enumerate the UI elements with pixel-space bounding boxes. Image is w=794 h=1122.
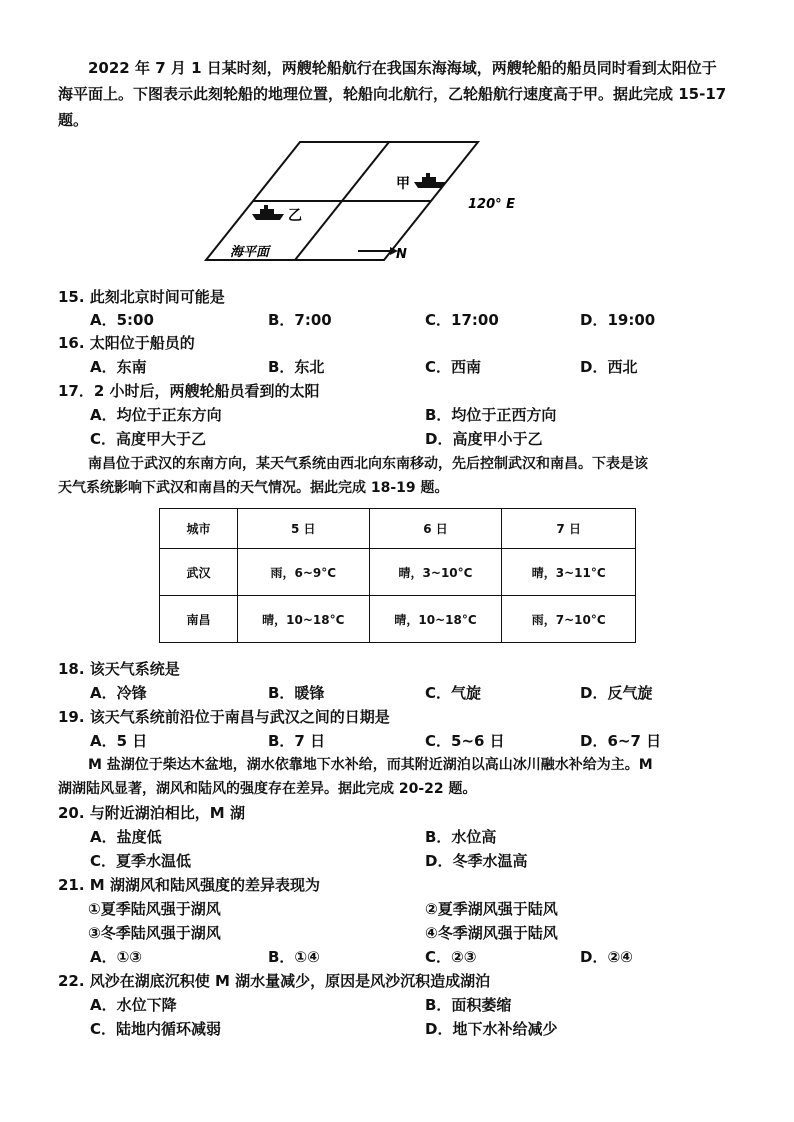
table-cell: 雨，7~10°C (502, 596, 636, 643)
q21-statement-4: ④冬季湖风强于陆风 (425, 924, 558, 942)
q20-option-a: A．盐度低 (90, 828, 162, 846)
north-label: N (396, 247, 407, 262)
table-cell: 南昌 (160, 596, 238, 643)
q21-statement-3: ③冬季陆风强于湖风 (88, 924, 221, 942)
q20-stem: 20. 与附近湖泊相比，M 湖 (58, 804, 245, 822)
q16-stem: 16. 太阳位于船员的 (58, 334, 195, 352)
q15-option-a: A．5:00 (90, 311, 154, 329)
q16-option-c: C．西南 (425, 358, 482, 376)
q19-stem: 19. 该天气系统前沿位于南昌与武汉之间的日期是 (58, 708, 390, 726)
intro-line-2: 海平面上。下图表示此刻轮船的地理位置，轮船向北航行，乙轮船航行速度高于甲。据此完成 15-17 (58, 85, 727, 103)
q15-option-b: B．7:00 (268, 311, 332, 329)
q20-option-d: D．冬季水温高 (425, 852, 528, 870)
q20-option-c: C．夏季水温低 (90, 852, 192, 870)
q15-option-c: C．17:00 (425, 311, 499, 329)
q16-option-a: A．东南 (90, 358, 147, 376)
q17-stem: 17．2 小时后，两艘轮船员看到的太阳 (58, 382, 320, 400)
ship-position-diagram (170, 138, 550, 266)
q19-option-a: A．5 日 (90, 732, 148, 750)
intro2-line-1: 南昌位于武汉的东南方向，某天气系统由西北向东南移动，先后控制武汉和南昌。下表是该 (88, 456, 648, 472)
q18-option-b: B．暖锋 (268, 684, 325, 702)
q17-option-a: A．均位于正东方向 (90, 406, 222, 424)
q21-option-a: A．①③ (90, 948, 143, 966)
intro2-line-2: 天气系统影响下武汉和南昌的天气情况。据此完成 18-19 题。 (58, 480, 449, 496)
q21-stem: 21. M 湖湖风和陆风强度的差异表现为 (58, 876, 320, 894)
q19-option-c: C．5~6 日 (425, 732, 505, 750)
ship-jia-label: 甲 (396, 176, 410, 192)
q21-option-d: D．②④ (580, 948, 633, 966)
intro3-line-1: M 盐湖位于柴达木盆地，湖水依靠地下水补给，而其附近湖泊以高山冰川融水补给为主。M (88, 757, 653, 773)
q21-statement-1: ①夏季陆风强于湖风 (88, 900, 221, 918)
table-header-cell: 城市 (160, 509, 238, 549)
table-header-cell: 5 日 (237, 509, 369, 549)
table-header-cell: 6 日 (369, 509, 502, 549)
q20-option-b: B．水位高 (425, 828, 497, 846)
q21-option-b: B．①④ (268, 948, 320, 966)
q22-option-b: B．面积萎缩 (425, 996, 512, 1014)
table-cell: 武汉 (160, 549, 238, 596)
q21-statement-2: ②夏季湖风强于陆风 (425, 900, 558, 918)
table-row (160, 549, 636, 596)
table-cell: 晴，10~18°C (237, 596, 369, 643)
table-header-cell: 7 日 (502, 509, 636, 549)
q18-stem: 18. 该天气系统是 (58, 660, 180, 678)
ship-jia-icon (414, 173, 446, 188)
table-cell: 晴，10~18°C (369, 596, 502, 643)
q18-option-a: A．冷锋 (90, 684, 147, 702)
q15-option-d: D．19:00 (580, 311, 656, 329)
intro-line-3: 题。 (58, 111, 89, 129)
q19-option-d: D．6~7 日 (580, 732, 662, 750)
table-cell: 晴，3~10°C (369, 549, 502, 596)
q22-option-c: C．陆地内循环减弱 (90, 1020, 222, 1038)
ship-yi-label: 乙 (288, 208, 302, 224)
ship-yi-icon (252, 205, 284, 220)
q16-option-b: B．东北 (268, 358, 325, 376)
meridian-label: 120° E (468, 197, 516, 212)
intro3-line-2: 湖湖陆风显著，湖风和陆风的强度存在差异。据此完成 20-22 题。 (58, 781, 477, 797)
q22-stem: 22. 风沙在湖底沉积使 M 湖水量减少，原因是风沙沉积造成湖泊 (58, 972, 491, 990)
q22-option-a: A．水位下降 (90, 996, 177, 1014)
table-cell: 晴，3~11°C (502, 549, 636, 596)
q17-option-b: B．均位于正西方向 (425, 406, 557, 424)
q17-option-d: D．高度甲小于乙 (425, 430, 543, 448)
intro-line-1: 2022 年 7 月 1 日某时刻，两艘轮船航行在我国东海海域，两艘轮船的船员同时看到太阳位于 (88, 59, 717, 77)
q18-option-d: D．反气旋 (580, 684, 653, 702)
q21-option-c: C．②③ (425, 948, 477, 966)
q16-option-d: D．西北 (580, 358, 638, 376)
weather-table (159, 508, 636, 643)
sea-level-label: 海平面 (230, 245, 270, 260)
q19-option-b: B．7 日 (268, 732, 326, 750)
q18-option-c: C．气旋 (425, 684, 482, 702)
q17-option-c: C．高度甲大于乙 (90, 430, 207, 448)
table-row (160, 596, 636, 643)
table-header-row (160, 509, 636, 549)
q15-stem: 15. 此刻北京时间可能是 (58, 288, 225, 306)
table-cell: 雨，6~9°C (237, 549, 369, 596)
q22-option-d: D．地下水补给减少 (425, 1020, 558, 1038)
